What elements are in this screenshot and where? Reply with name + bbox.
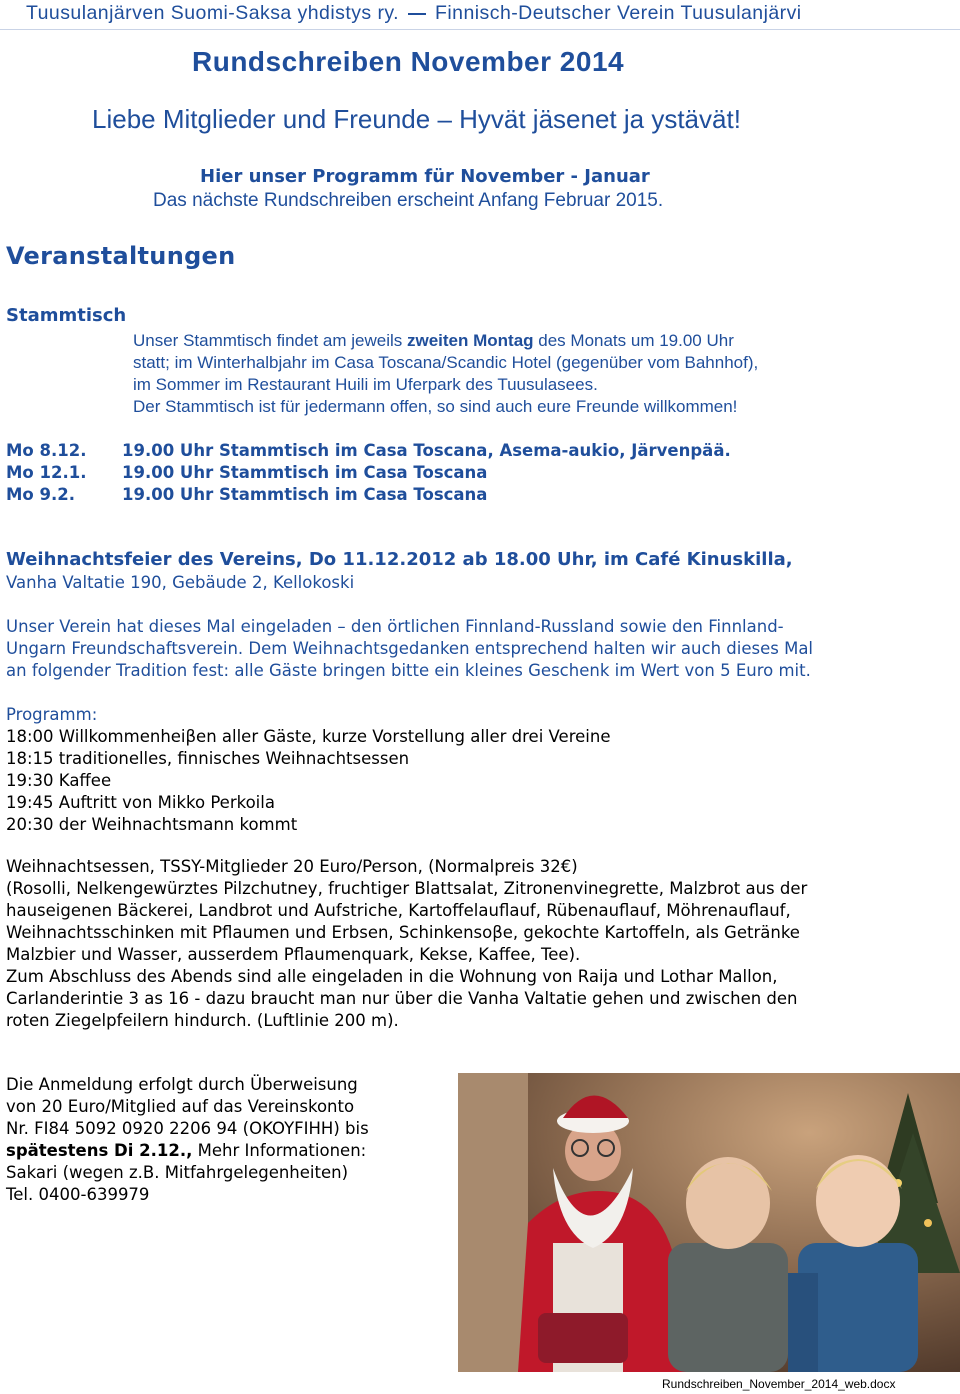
letterhead-left: Tuusulanjärven Suomi-Saksa yhdistys ry. [26,2,400,24]
menu-description [6,856,807,1032]
event-description: 19.00 Uhr Stammtisch im Casa Toscana [122,463,488,482]
programm-label: Programm: [6,705,98,724]
menu-line: roten Ziegelpfeilern hindurch. (Luftlinie 200 m). [6,1011,399,1030]
stammtisch-title: Stammtisch [6,305,127,326]
letterhead [26,2,802,25]
section-title: Veranstaltungen [6,242,236,270]
programm-label-block [6,704,97,726]
intro-line: Ungarn Freundschaftsverein. Dem Weihnachtsgedanken entsprechend halten wir auch dieses Mal [6,639,814,658]
event-date: Mo 12.1. [6,463,87,482]
header-divider [0,29,960,30]
menu-line: Weihnachtsschinken mit Pflaumen und Erbsen, Schinkensoβe, gekochte Kartoffeln, als Getränke [6,923,800,942]
registration-line [6,1140,369,1162]
stammtisch-day: zweiten Montag [406,331,534,350]
menu-line: Zum Abschluss des Abends sind alle eingeladen in die Wohnung von Raija und Lothar Mallon, [6,967,778,986]
christmas-party-intro [6,616,813,682]
menu-line: Carlanderintie 3 as 16 - dazu braucht man nur über die Vanha Valtatie gehen und zwischen den [6,989,798,1008]
stammtisch-description [133,330,758,418]
programm-item: 18:00 Willkommenheiβen aller Gäste, kurze Vorstellung aller drei Vereine [6,727,611,746]
stammtisch-line-4: Der Stammtisch ist für jedermann offen, so sind auch eure Freunde willkommen! [133,397,738,416]
event-date: Mo 8.12. [6,441,87,460]
intro-line: Unser Verein hat dieses Mal eingeladen – den örtlichen Finnland-Russland sowie den Finnland- [6,617,784,636]
registration-more-info: Mehr Informationen: [192,1141,367,1160]
programm-list [6,726,610,836]
stammtisch-line-3: im Sommer im Restaurant Huili im Uferpark des Tuusulasees. [133,375,598,394]
programm-item: 19:45 Auftritt von Mikko Perkoila [6,793,275,812]
programm-item: 18:15 traditionelles, finnisches Weihnachtsessen [6,749,410,768]
letterhead-dash [408,13,426,15]
program-subheading: Das nächste Rundschreiben erscheint Anfang Februar 2015. [153,190,664,211]
registration-line: von 20 Euro/Mitglied auf das Vereinskonto [6,1097,355,1116]
registration-line: Nr. FI84 5092 0920 2206 94 (OKOYFIHH) bis [6,1119,369,1138]
photo-illustration [458,1073,960,1372]
stammtisch-line-1-pre: Unser Stammtisch findet am jeweils [133,331,407,350]
greeting: Liebe Mitglieder und Freunde – Hyvät jäsenet ja ystävät! [92,104,741,134]
programm-item: 19:30 Kaffee [6,771,112,790]
address-line: Vanha Valtatie 190, Gebäude 2, Kellokoski [6,573,355,592]
registration-deadline: spätestens Di 2.12., [6,1141,193,1160]
menu-line: (Rosolli, Nelkengewürztes Pilzchutney, fruchtiger Blattsalat, Zitronenvinegrette, Malzbrot aus der [6,879,808,898]
menu-line: hauseigenen Bäckerei, Landbrot und Aufstriche, Kartoffelauflauf, Rübenauflauf, Möhrenauflauf, [6,901,791,920]
programm-item: 20:30 der Weihnachtsmann kommt [6,815,298,834]
page-title: Rundschreiben November 2014 [192,46,625,77]
stammtisch-line-1 [133,330,758,352]
stammtisch-events [122,440,731,506]
stammtisch-dates [6,440,86,506]
stammtisch-line-1-post: des Monats um 19.00 Uhr [533,331,734,350]
registration-info [6,1074,369,1206]
stammtisch-line-2: statt; im Winterhalbjahr im Casa Toscana/Scandic Hotel (gegenüber vom Bahnhof), [133,353,759,372]
program-heading: Hier unser Programm für November - Januar [200,166,650,187]
intro-line: an folgender Tradition fest: alle Gäste bringen bitte ein kleines Geschenk im Wert von 5 Euro mit. [6,661,811,680]
letterhead-right: Finnisch-Deutscher Verein Tuusulanjärvi [435,2,802,24]
registration-line: Sakari (wegen z.B. Mitfahrgelegenheiten) [6,1163,349,1182]
menu-line: Weihnachtsessen, TSSY-Mitglieder 20 Euro/Person, (Normalpreis 32€) [6,857,578,876]
event-description: 19.00 Uhr Stammtisch im Casa Toscana [122,485,488,504]
event-description: 19.00 Uhr Stammtisch im Casa Toscana, Asema-aukio, Järvenpää. [122,441,731,460]
christmas-party-address [6,572,354,594]
document-filename: Rundschreiben_November_2014_web.docx [662,1377,896,1391]
menu-line: Malzbier und Wasser, ausserdem Pflaumenquark, Kekse, Kaffee, Tee). [6,945,581,964]
christmas-photo [458,1073,960,1372]
event-date: Mo 9.2. [6,485,75,504]
christmas-party-title: Weihnachtsfeier des Vereins, Do 11.12.2012 ab 18.00 Uhr, im Café Kinuskilla, [6,549,793,570]
registration-line: Die Anmeldung erfolgt durch Überweisung [6,1075,358,1094]
registration-line: Tel. 0400-639979 [6,1185,150,1204]
